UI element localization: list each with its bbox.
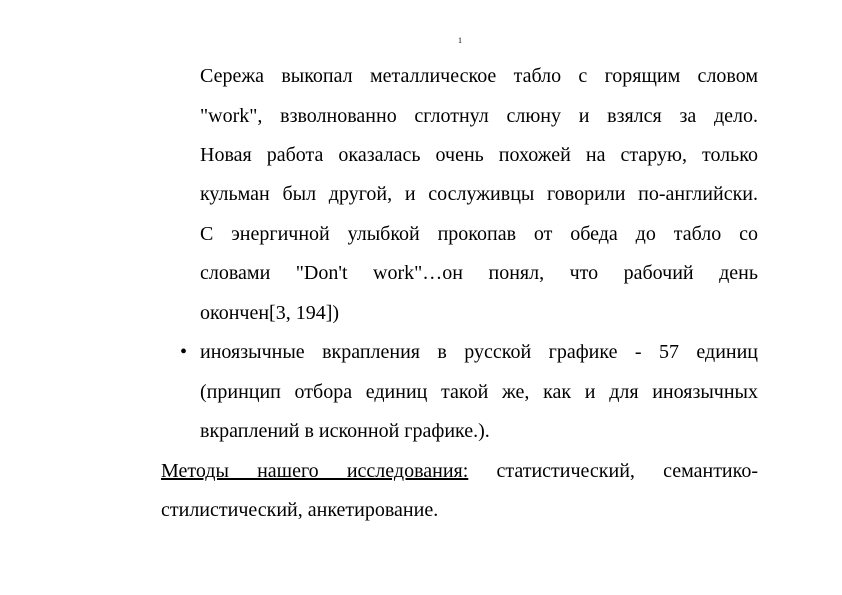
quote-line: словами "Don't work"…он понял, что рабочий день — [200, 262, 758, 284]
quote-line: окончен[3, 194]) — [200, 302, 340, 324]
quote-line: кульман был другой, и сослуживцы говорили по-английски. — [200, 183, 758, 205]
bullet-icon: • — [180, 341, 188, 363]
methods-text: статистический, семантико- — [468, 460, 758, 482]
methods-line — [161, 459, 758, 483]
methods-label: Методы нашего исследования: — [161, 460, 469, 482]
quote-line: Сережа выкопал металлическое табло с горящим словом — [200, 65, 758, 87]
bullet-line: вкраплений в исконной графике.). — [200, 420, 490, 442]
bullet-line: иноязычные вкрапления в русской графике - 57 единиц — [200, 341, 758, 363]
bullet-line: (принцип отбора единиц такой же, как и для иноязычных — [200, 381, 758, 403]
page-number: 1 — [458, 36, 462, 45]
quote-line: "work", взволнованно сглотнул слюну и взялся за дело. — [200, 105, 758, 127]
methods-line: стилистический, анкетирование. — [161, 499, 439, 521]
quote-line: Новая работа оказалась очень похожей на старую, только — [200, 144, 758, 166]
quote-line: С энергичной улыбкой прокопав от обеда до табло со — [200, 223, 758, 245]
